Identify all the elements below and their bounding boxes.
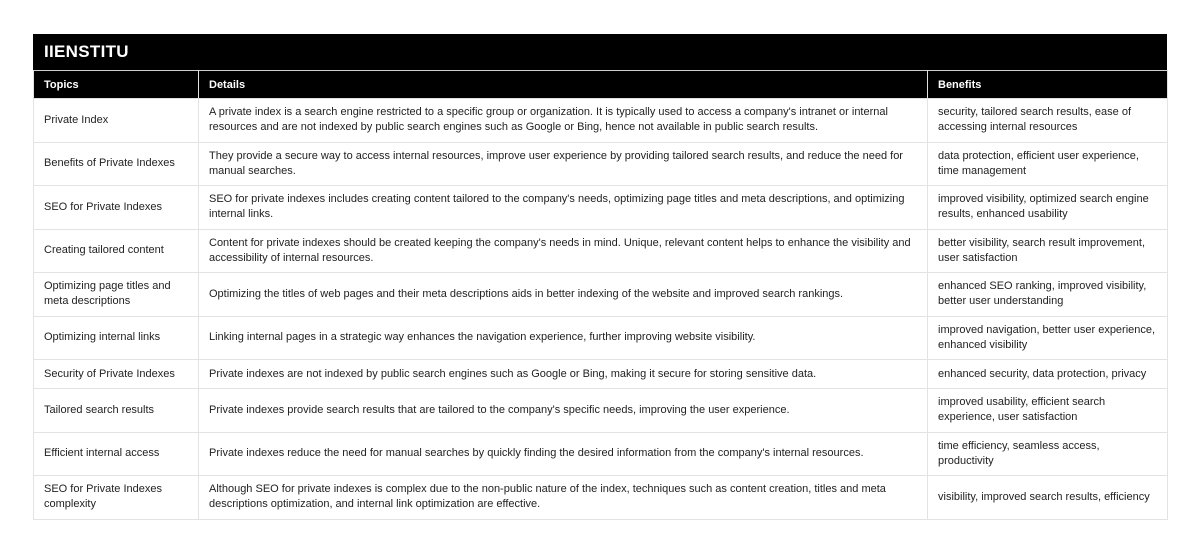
column-header-topics: Topics bbox=[34, 71, 199, 99]
details-cell: Private indexes are not indexed by public search engines such as Google or Bing, making it secure for storing sensitive data. bbox=[199, 360, 928, 389]
details-cell: SEO for private indexes includes creating content tailored to the company's needs, optimizing page titles and meta descriptions, and optimizing internal links. bbox=[199, 186, 928, 230]
benefits-cell: improved navigation, better user experience, enhanced visibility bbox=[928, 316, 1168, 360]
topic-cell: Tailored search results bbox=[34, 389, 199, 433]
table-row bbox=[34, 432, 1168, 476]
benefits-cell: improved visibility, optimized search engine results, enhanced usability bbox=[928, 186, 1168, 230]
info-table bbox=[33, 70, 1168, 520]
content-wrapper bbox=[33, 34, 1167, 520]
topic-cell: Optimizing page titles and meta descriptions bbox=[34, 273, 199, 317]
details-cell: Private indexes provide search results that are tailored to the company's specific needs, improving the user experience. bbox=[199, 389, 928, 433]
topic-cell: Creating tailored content bbox=[34, 229, 199, 273]
benefits-cell: improved usability, efficient search experience, user satisfaction bbox=[928, 389, 1168, 433]
details-cell: Private indexes reduce the need for manual searches by quickly finding the desired information from the company's internal resources. bbox=[199, 432, 928, 476]
topic-cell: Efficient internal access bbox=[34, 432, 199, 476]
brand-header bbox=[33, 34, 1167, 70]
table-row bbox=[34, 476, 1168, 520]
details-cell: Optimizing the titles of web pages and their meta descriptions aids in better indexing of the website and improved search rankings. bbox=[199, 273, 928, 317]
column-header-details: Details bbox=[199, 71, 928, 99]
topic-cell: Optimizing internal links bbox=[34, 316, 199, 360]
benefits-cell: data protection, efficient user experience, time management bbox=[928, 142, 1168, 186]
benefits-cell: enhanced security, data protection, privacy bbox=[928, 360, 1168, 389]
column-header-benefits: Benefits bbox=[928, 71, 1168, 99]
topic-cell: Benefits of Private Indexes bbox=[34, 142, 199, 186]
benefits-cell: better visibility, search result improvement, user satisfaction bbox=[928, 229, 1168, 273]
details-cell: A private index is a search engine restricted to a specific group or organization. It is typically used to access a company's intranet or internal resources and are not indexed by public search engines such as Google or Bing, hence not available in public search results. bbox=[199, 99, 928, 143]
details-cell: They provide a secure way to access internal resources, improve user experience by providing tailored search results, and reduce the need for manual searches. bbox=[199, 142, 928, 186]
table-row bbox=[34, 360, 1168, 389]
table-body bbox=[34, 99, 1168, 520]
topic-cell: SEO for Private Indexes bbox=[34, 186, 199, 230]
table-row bbox=[34, 316, 1168, 360]
table-row bbox=[34, 99, 1168, 143]
details-cell: Although SEO for private indexes is complex due to the non-public nature of the index, techniques such as content creation, titles and meta descriptions optimization, and internal link optimization are effective. bbox=[199, 476, 928, 520]
table-row bbox=[34, 273, 1168, 317]
table-row bbox=[34, 186, 1168, 230]
table-row bbox=[34, 229, 1168, 273]
details-cell: Linking internal pages in a strategic way enhances the navigation experience, further improving website visibility. bbox=[199, 316, 928, 360]
table-row bbox=[34, 389, 1168, 433]
topic-cell: Security of Private Indexes bbox=[34, 360, 199, 389]
benefits-cell: security, tailored search results, ease of accessing internal resources bbox=[928, 99, 1168, 143]
benefits-cell: time efficiency, seamless access, productivity bbox=[928, 432, 1168, 476]
benefits-cell: enhanced SEO ranking, improved visibility, better user understanding bbox=[928, 273, 1168, 317]
topic-cell: SEO for Private Indexes complexity bbox=[34, 476, 199, 520]
benefits-cell: visibility, improved search results, efficiency bbox=[928, 476, 1168, 520]
table-row bbox=[34, 142, 1168, 186]
brand-title: IIENSTITU bbox=[44, 42, 129, 61]
header-row bbox=[34, 71, 1168, 99]
details-cell: Content for private indexes should be created keeping the company's needs in mind. Unique, relevant content helps to enhance the visibility and accessibility of internal resources. bbox=[199, 229, 928, 273]
table-header bbox=[34, 71, 1168, 99]
topic-cell: Private Index bbox=[34, 99, 199, 143]
